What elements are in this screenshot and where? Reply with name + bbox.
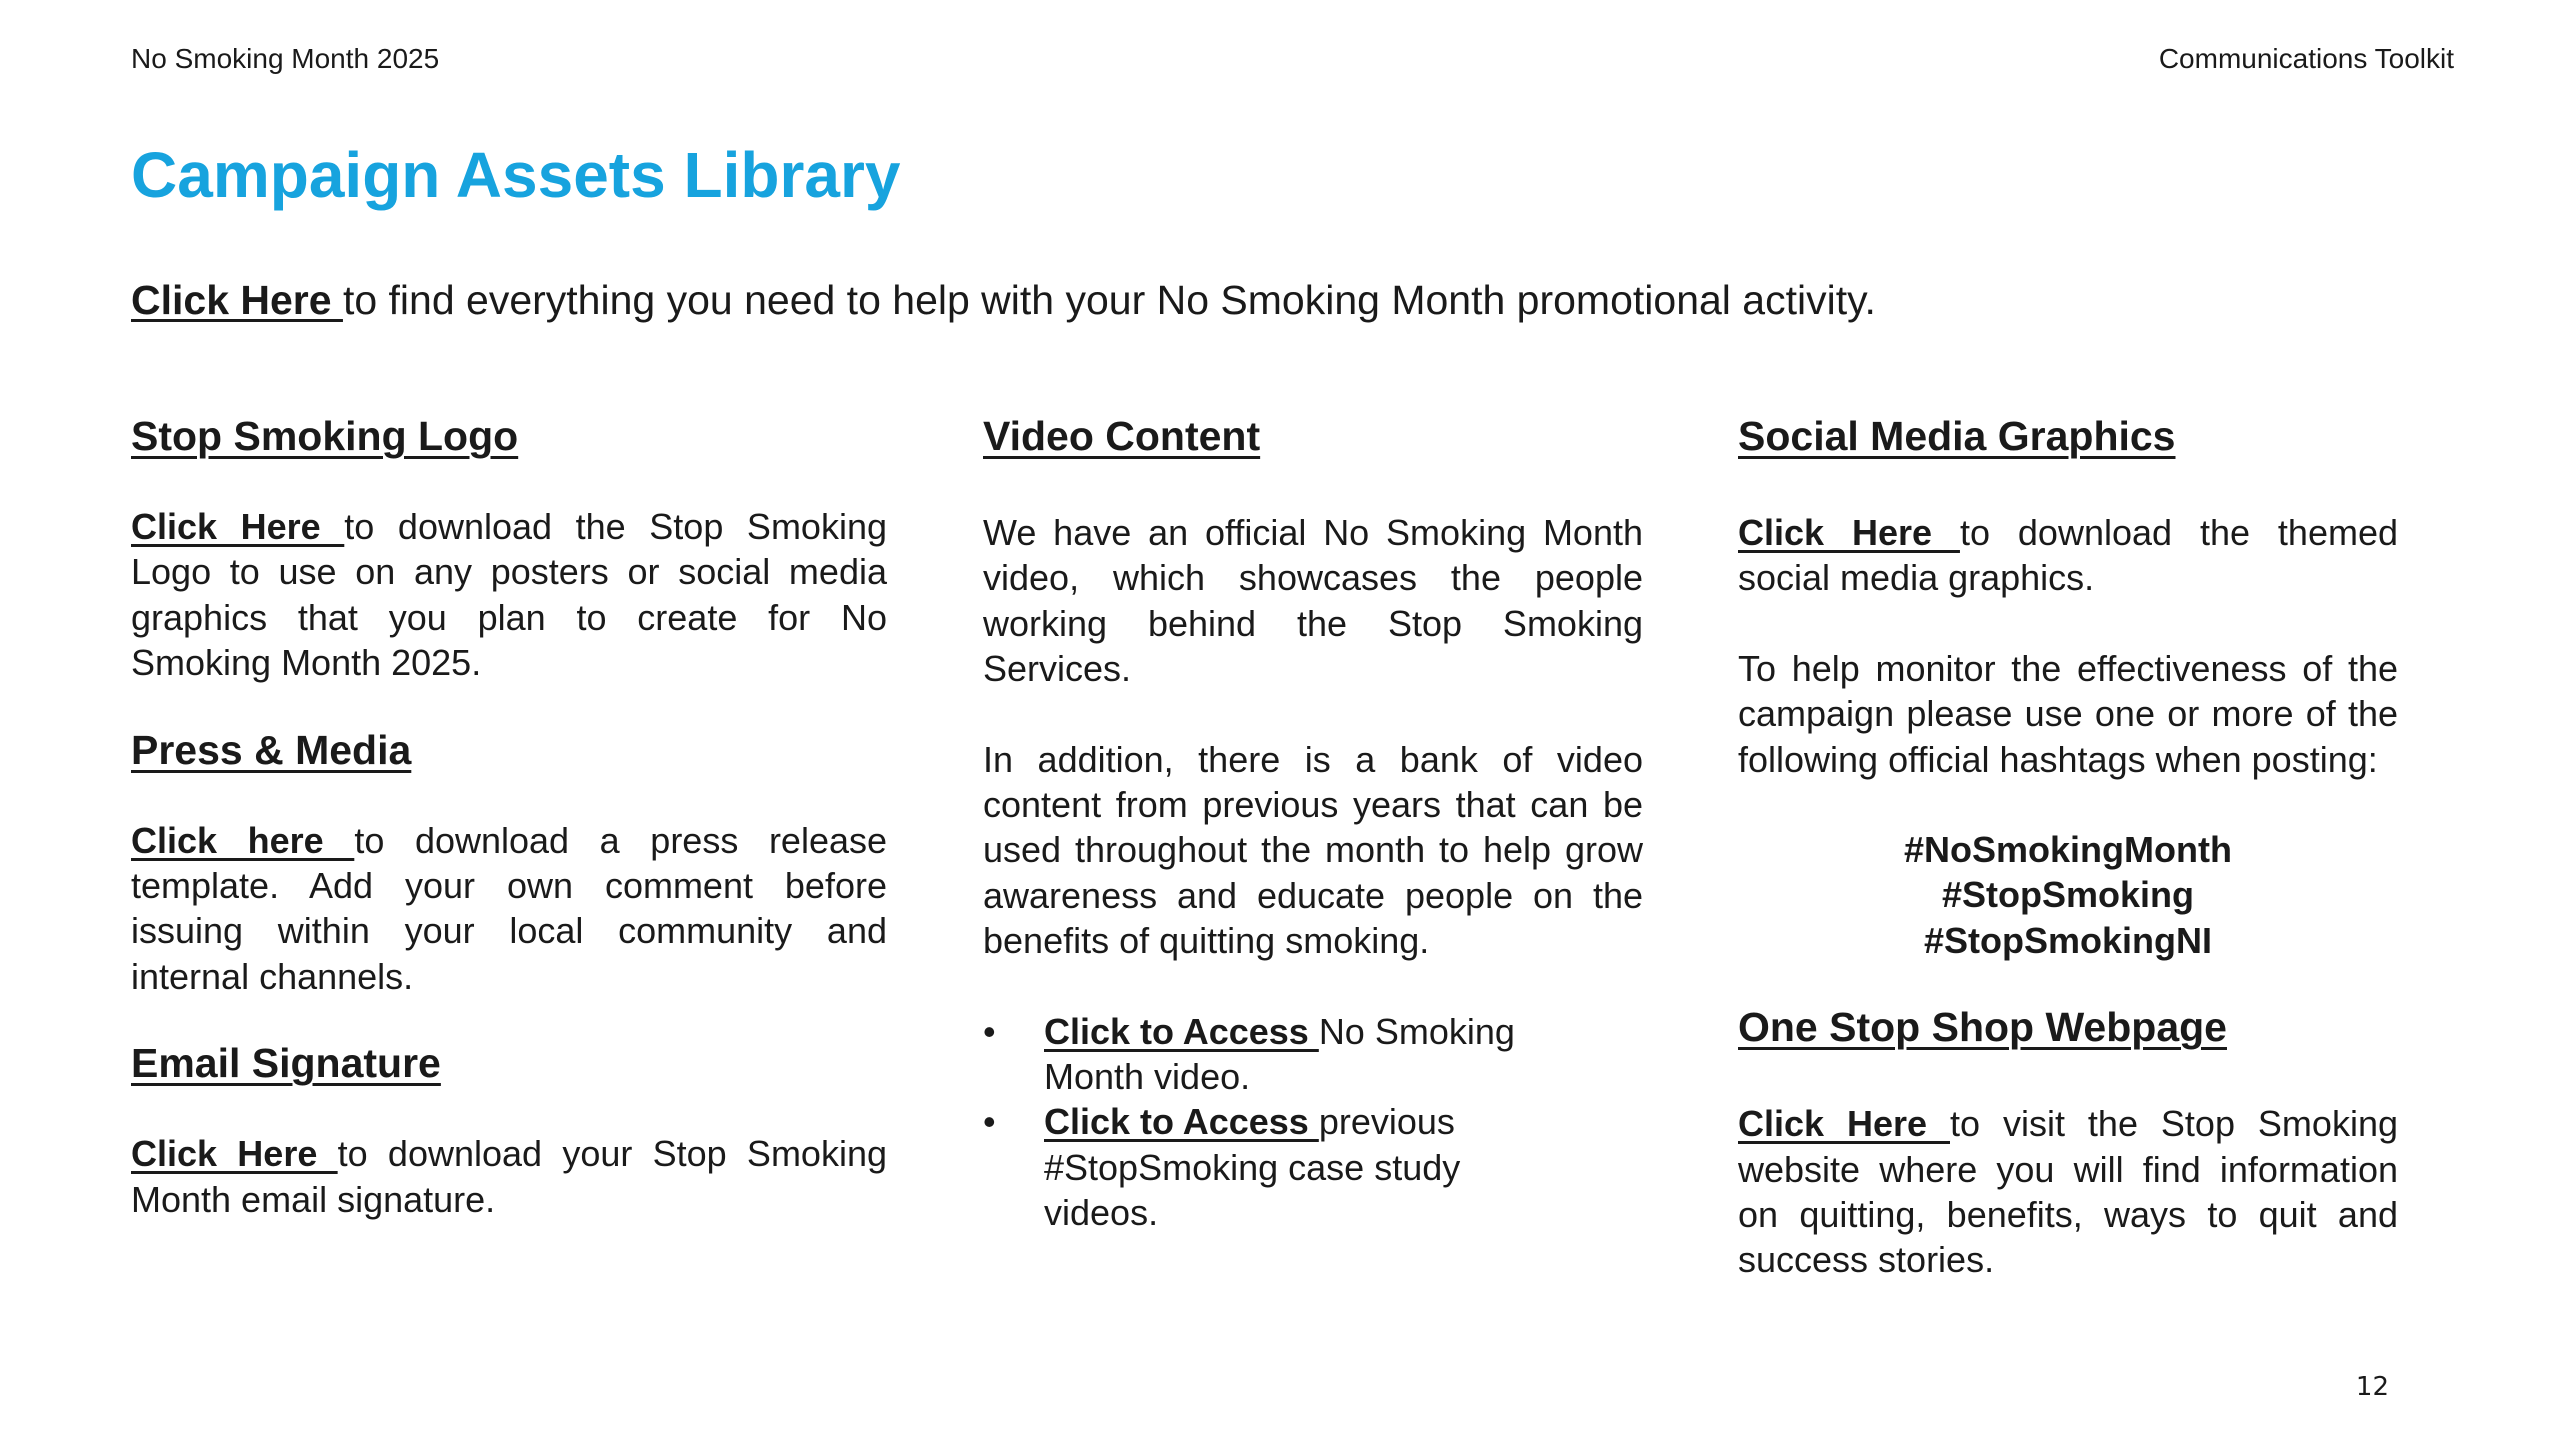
document-header-left: No Smoking Month 2025 [131,43,440,74]
email-signature-heading: Email Signature [131,1040,441,1087]
press-click-here-link[interactable]: Click here [131,819,355,861]
hashtag-list [1738,827,2398,963]
bullet-icon: • [983,1101,996,1143]
one-stop-shop-text: Click Here to visit the Stop Smoking website where you will find information on quitting, benefits, ways to quit and success stories. [1738,1103,2398,1281]
one-stop-shop-heading: One Stop Shop Webpage [1738,1004,2227,1051]
hashtag: #StopSmoking [1941,874,2195,916]
press-media-heading: Press & Media [131,726,412,773]
video-links-list [983,1009,1643,1236]
hashtag: #StopSmokingNI [1923,919,2213,961]
webpage-click-here-link[interactable]: Click Here [1738,1103,1950,1145]
video-content-heading: Video Content [983,413,1261,459]
video-content-para2: In addition, there is a bank of video content from previous years that can be used throughout the month to help grow awareness and educate people on the benefits of quitting smoking. [983,738,1643,962]
hashtag-instructions: To help monitor the effectiveness of the campaign please use one or more of the following official hashtags when posting: [1738,647,2398,780]
column-right [1738,412,2398,1283]
social-media-graphics-text: Click Here to download the themed social media graphics. [1738,512,2398,599]
click-to-access-video-link[interactable]: Click to Access [1044,1010,1319,1052]
document-header-right: Communications Toolkit [2158,43,2454,74]
intro-text: to find everything you need to help with your No Smoking Month promotional activity. [342,277,1876,323]
stop-smoking-logo-heading: Stop Smoking Logo [131,413,519,459]
hashtag: #NoSmokingMonth [1904,829,2232,871]
intro-click-here-link[interactable]: Click Here [131,277,343,323]
email-signature-text: Click Here to download your Stop Smoking Month email signature. [131,1133,887,1220]
press-media-text: Click here to download a press release template. Add your own comment before issuing within your local community and internal channels. [131,819,888,997]
email-click-here-link[interactable]: Click Here [131,1133,338,1175]
click-to-access-case-studies-link[interactable]: Click to Access [1044,1101,1319,1143]
social-media-graphics-heading: Social Media Graphics [1738,413,2176,459]
stop-smoking-logo-text: Click Here to download the Stop Smoking Logo to use on any posters or social media graphics that you plan to create for No Smoking Month 2025. [131,506,887,684]
page-title: Campaign Assets Library [131,139,901,211]
page-number: 12 [2355,1372,2389,1402]
intro-paragraph [131,276,1876,324]
list-item: • Click to Access previous #StopSmoking case study videos. [983,1101,1461,1234]
bullet-icon: • [983,1010,996,1052]
list-item: • Click to Access No Smoking Month video. [983,1010,1515,1098]
video-content-para1: We have an official No Smoking Month video, which showcases the people working behind the Stop Smoking Services. [983,512,1643,690]
social-click-here-link[interactable]: Click Here [1738,512,1960,553]
logo-click-here-link[interactable]: Click Here [131,506,345,547]
column-middle [983,412,1643,1236]
column-left [131,412,887,1222]
